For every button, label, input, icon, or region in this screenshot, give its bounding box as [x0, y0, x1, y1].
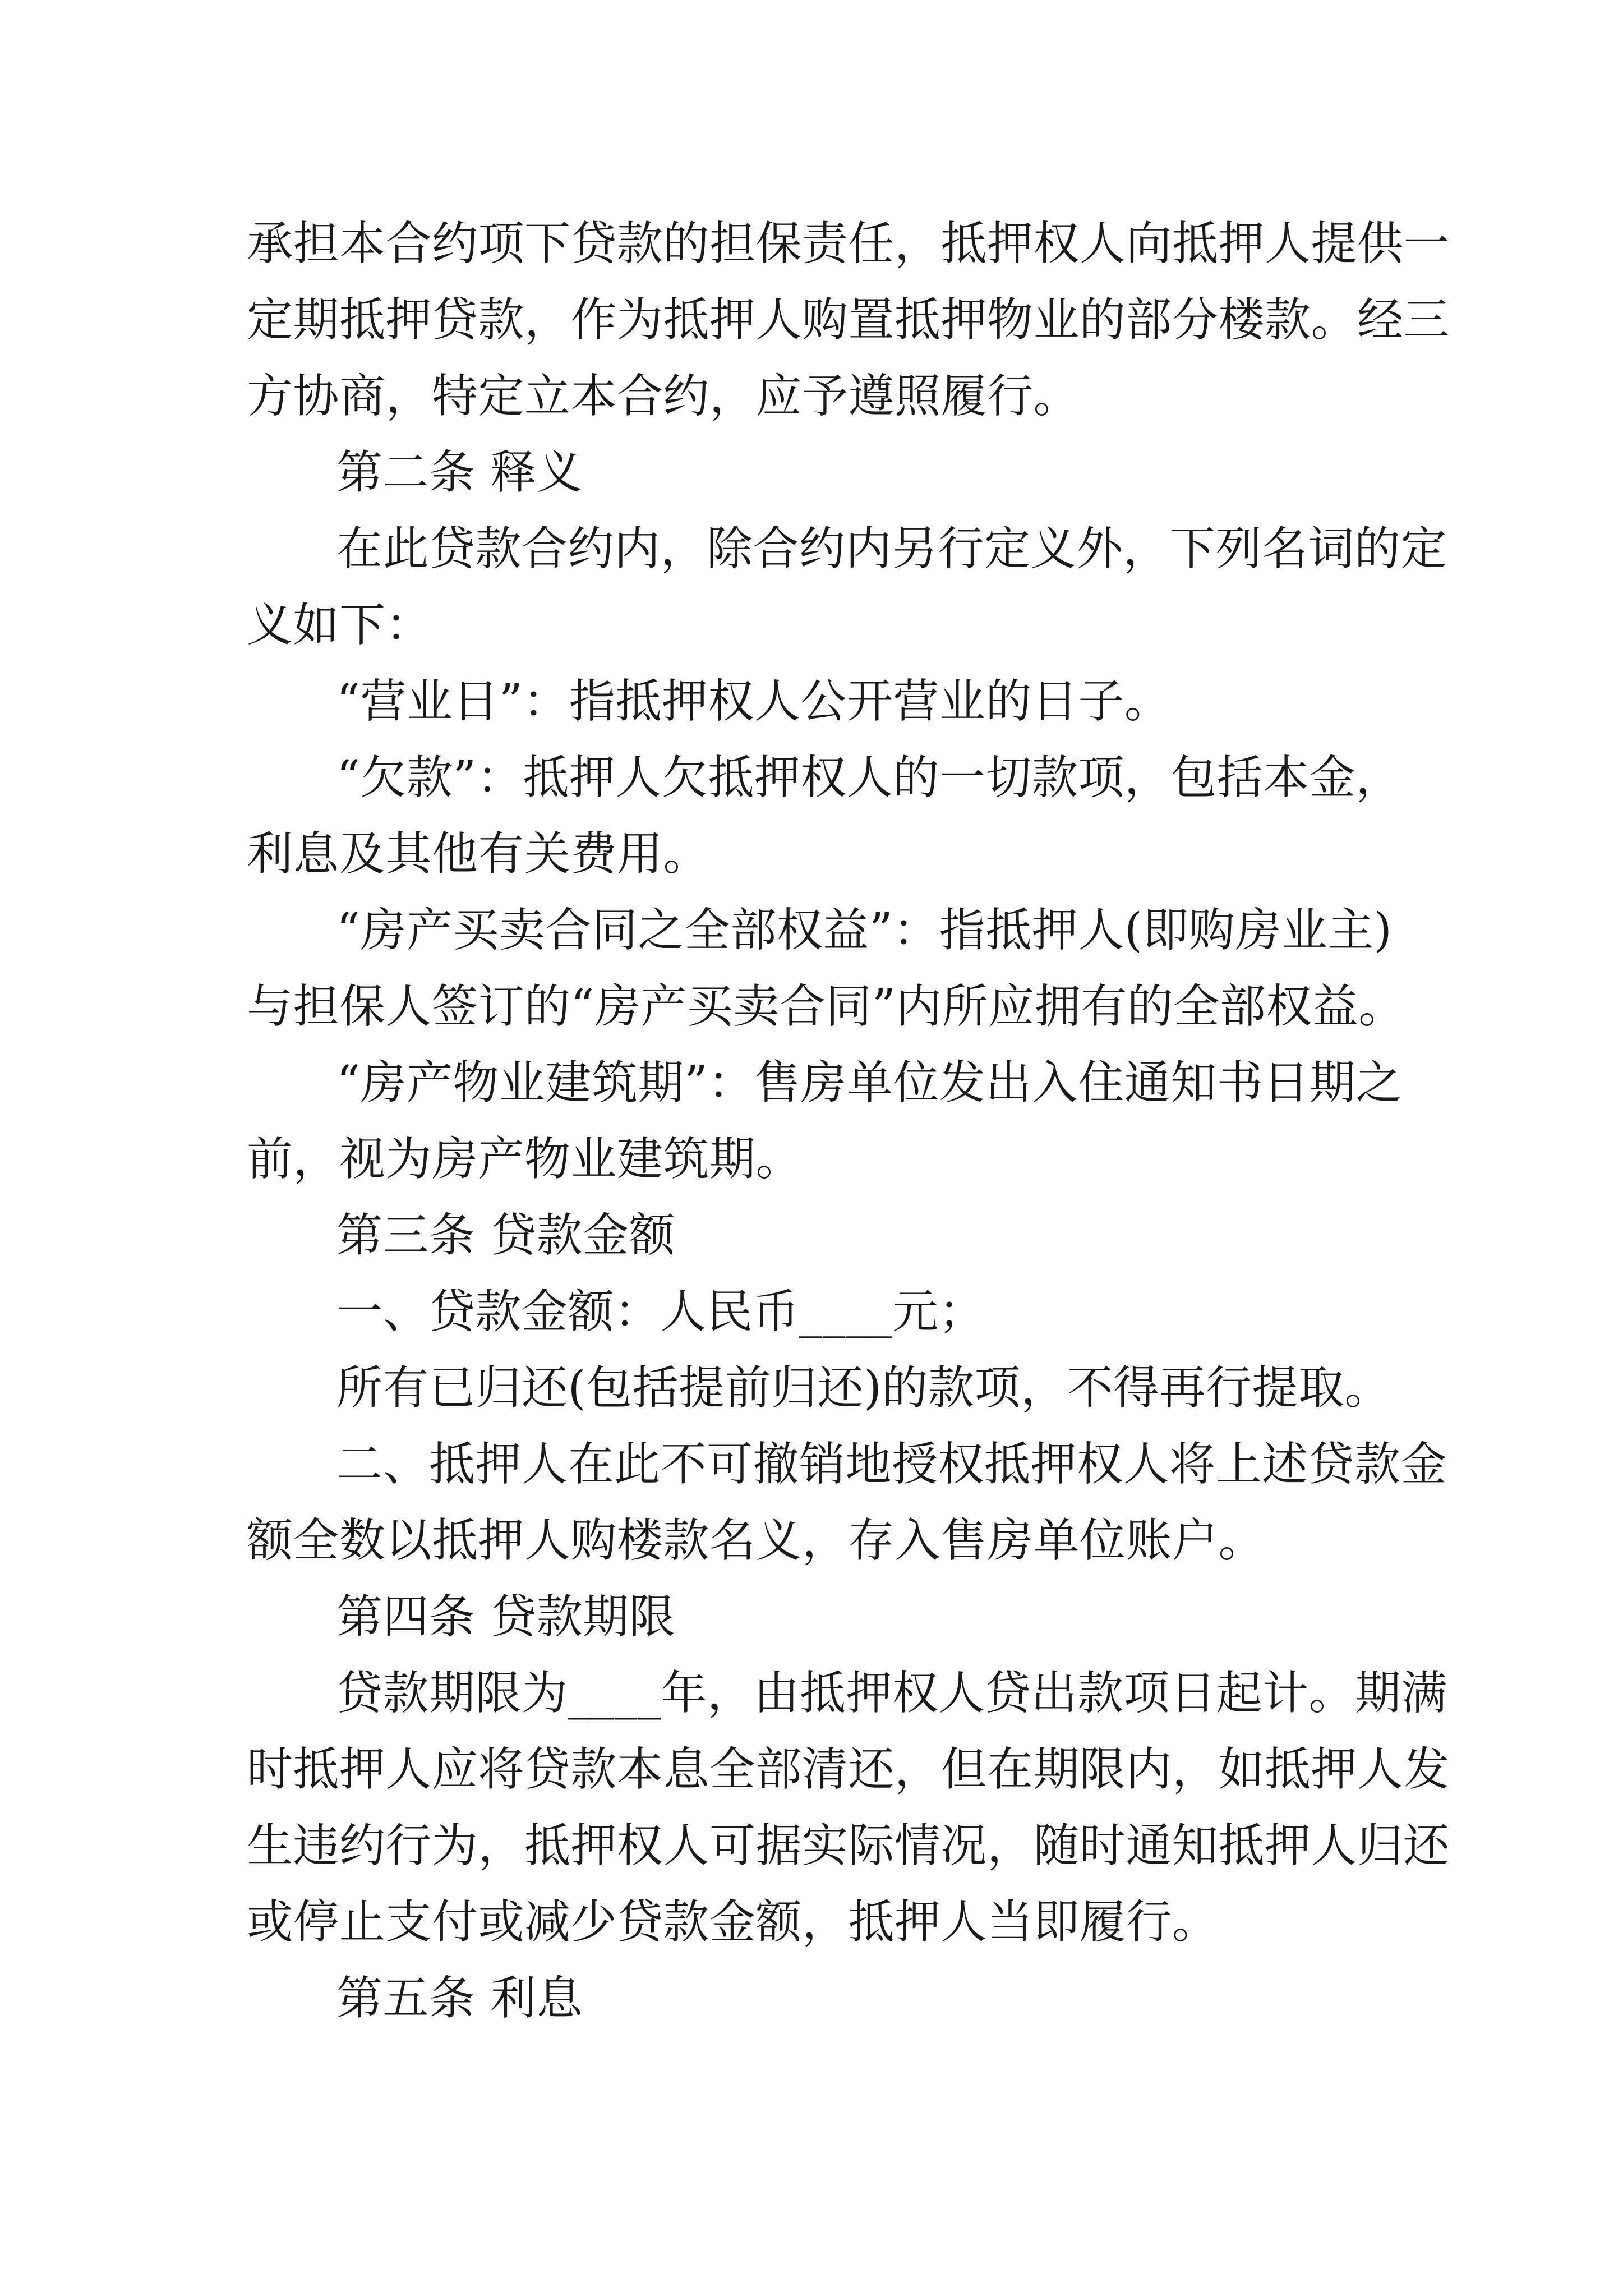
text-line: 定期抵押贷款，作为抵押人购置抵押物业的部分楼款。经三 [247, 293, 1450, 347]
text-line: 贷款期限为____年，由抵押权人贷出款项日起计。期满 [336, 1667, 1448, 1720]
definition-line: “营业日”：指抵押权人公开营业的日子。 [336, 675, 1171, 728]
section-heading: 第四条 贷款期限 [336, 1590, 676, 1644]
text-line: 在此贷款合约内，除合约内另行定义外，下列名词的定 [336, 522, 1447, 576]
definition-line: “房产物业建筑期”：售房单位发出入住通知书日期之 [336, 1056, 1402, 1110]
text-line: 前，视为房产物业建筑期。 [247, 1133, 803, 1186]
text-line: 时抵押人应将贷款本息全部清还，但在期限内，如抵押人发 [247, 1743, 1450, 1796]
text-line: 或停止支付或减少贷款金额，抵押人当即履行。 [247, 1895, 1219, 1949]
text-line: 二、抵押人在此不可撤销地授权抵押权人将上述贷款金 [336, 1438, 1447, 1491]
section-heading: 第五条 利息 [336, 1972, 583, 2025]
text-line: 生违约行为，抵押权人可据实际情况，随时通知抵押人归还 [247, 1819, 1450, 1872]
text-line: 利息及其他有关费用。 [247, 827, 710, 881]
text-line: 与担保人签订的“房产买卖合同”内所应拥有的全部权益。 [247, 980, 1405, 1033]
text-line: 承担本合约项下贷款的担保责任，抵押权人向抵押人提供一 [247, 217, 1450, 270]
definition-line: “欠款”：抵押人欠抵押权人的一切款项，包括本金， [336, 751, 1402, 804]
text-line: 义如下： [247, 599, 432, 652]
definition-line: “房产买卖合同之全部权益”：指抵押人(即购房业主) [336, 904, 1393, 957]
text-line: 方协商，特定立本合约，应予遵照履行。 [247, 370, 1080, 423]
text-line: 所有已归还(包括提前归还)的款项，不得再行提取。 [336, 1361, 1391, 1415]
text-line: 额全数以抵押人购楼款名义，存入售房单位账户。 [247, 1514, 1265, 1567]
section-heading: 第二条 释义 [336, 446, 583, 499]
section-heading: 第三条 贷款金额 [336, 1209, 676, 1262]
text-line: 一、贷款金额：人民币____元； [336, 1285, 985, 1338]
